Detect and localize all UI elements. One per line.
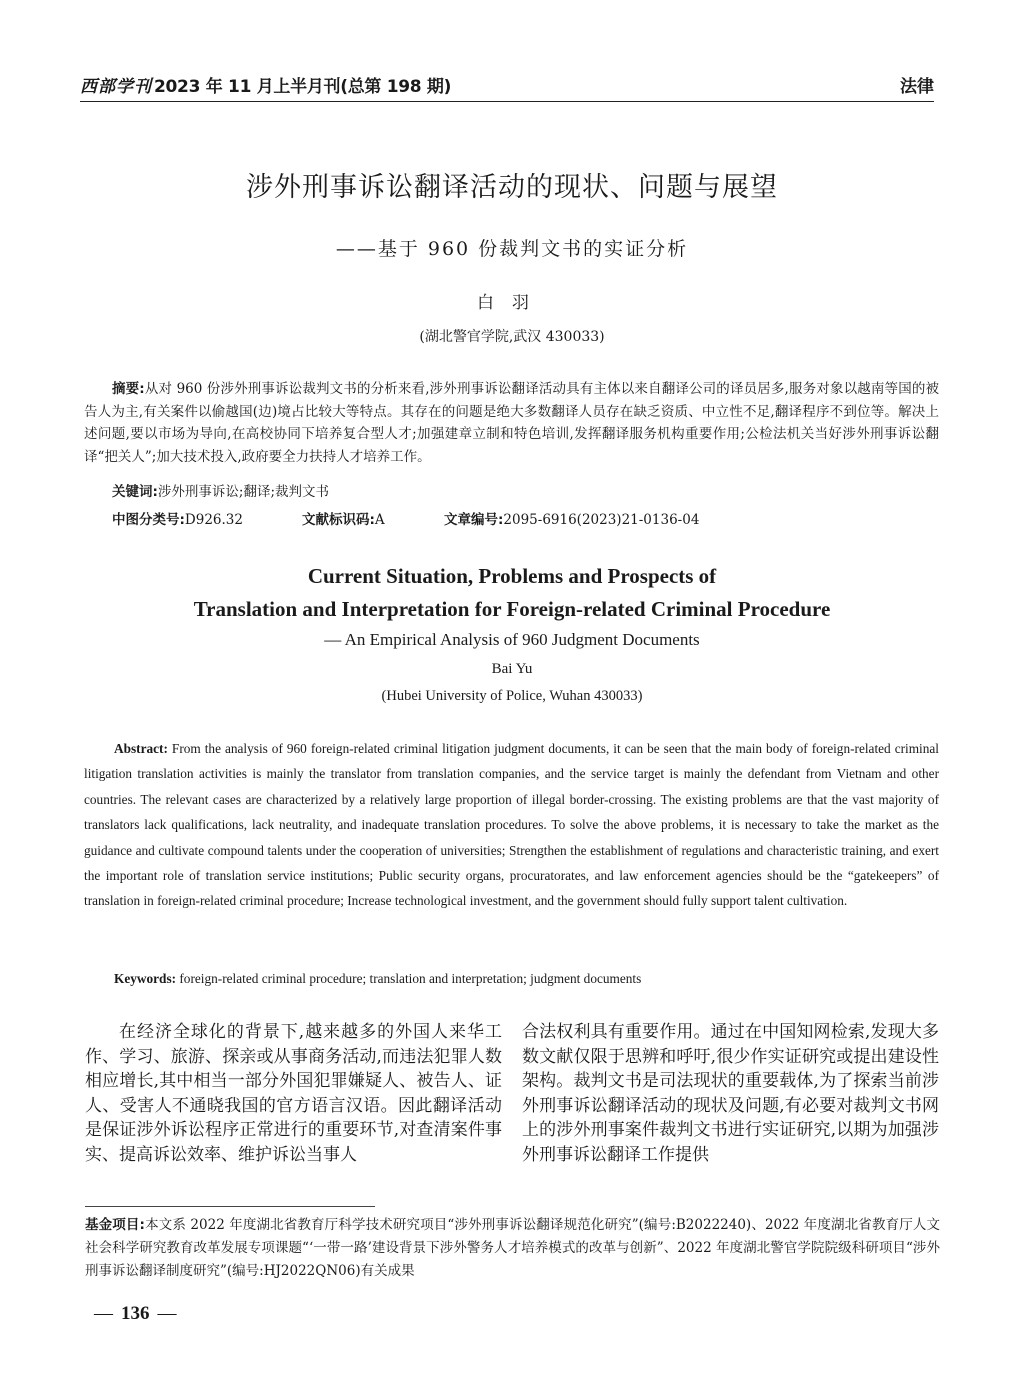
body-column-left: 在经济全球化的背景下,越来越多的外国人来华工作、学习、旅游、探亲或从事商务活动,而违法犯罪人数相应增长,其中相当一部分外国犯罪嫌疑人、被告人、证人、受害人不通晓我国的官方语言汉语。因此翻译活动是保证涉外诉讼程序正常进行的重要环节,对查清案件事实、提高诉讼效率、维护诉讼当事人 [85, 1022, 502, 1165]
english-subtitle: — An Empirical Analysis of 960 Judgment Documents [324, 630, 700, 649]
english-title-line1: Current Situation, Problems and Prospects of [307, 564, 717, 588]
page-number-footer: — 136 — [94, 1303, 177, 1324]
funding-text: 本文系 2022 年度湖北省教育厅科学技术研究项目“涉外刑事诉讼翻译规范化研究”(编号:B2022240)、2022 年度湖北省教育厅人文社会科学研究教育改革发展专项课题“‘一带一路’建设背景下涉外警务人才培养模式的改革与创新”、2022 年度湖北警官学院院级科研项目“涉外刑事诉讼翻译制度研究”(编号:HJ2022QN06)有关成果 [85, 1217, 940, 1279]
english-author: Bai Yu [491, 661, 533, 677]
article-subtitle: ——基于 960 份裁判文书的实证分析 [335, 238, 689, 260]
english-abstract-text: From the analysis of 960 foreign-related criminal litigation judgment documents, it can be seen that the main body of foreign-related criminal litigation translation activities is mainly the translator from translation companies, and the service target is mainly the defendant from Vietnam and other countries. The relevant cases are characterized by a relatively large proportion of illegal border-crossing. The existing problems are that the vast majority of translators lack qualifications, lack neutrality, and inadequate translation procedures. To solve the above problems, it is necessary to take the market as the guidance and cultivate compound talents under the cooperation of universities; Strengthen the establishment of regulations and characteristic training, and exert the important role of translation service institutions; Public security organs, procuratorates, and law enforcement agencies should be the “gatekeepers” of translation in foreign-related criminal procedure; Increase technological investment, and the government should fully support talent cultivation. [84, 741, 939, 909]
clc-value: D926.32 [184, 512, 243, 528]
english-keywords-label: Keywords: [114, 971, 177, 986]
clc-label: 中图分类号: [112, 512, 185, 528]
abstract-text: 从对 960 份涉外刑事诉讼裁判文书的分析来看,涉外刑事诉讼翻译活动具有主体以来自翻译公司的译员居多,服务对象以越南等国的被告人为主,有关案件以偷越国(边)境占比较大等特点。其存在的问题是绝大多数翻译人员存在缺乏资质、中立性不足,翻译程序不到位等。解决上述问题,要以市场为导向,在高校协同下培养复合型人才;加强建章立制和特色培训,发挥翻译服务机构重要作用;公检法机关当好涉外刑事诉讼翻译“把关人”;加大技术投入,政府要全力扶持人才培养工作。 [84, 381, 939, 465]
funding-note [85, 1214, 940, 1283]
clc-number [112, 508, 243, 528]
footnote-rule [85, 1206, 375, 1207]
affiliation: (湖北警官学院,武汉 430033) [419, 329, 605, 345]
keywords-text: 涉外刑事诉讼;翻译;裁判文书 [157, 484, 330, 500]
author: 白羽 [477, 293, 547, 313]
header-rule [80, 101, 934, 102]
english-title-line2: Translation and Interpretation for Foreign-related Criminal Procedure [193, 597, 831, 621]
english-affiliation: (Hubei University of Police, Wuhan 430033) [381, 688, 643, 704]
english-title [0, 560, 1024, 626]
english-keywords [114, 971, 641, 987]
journal-name [80, 72, 451, 97]
chinese-keywords [112, 480, 329, 500]
chinese-abstract [84, 378, 939, 468]
journal-logo: 西部学刊 [80, 77, 152, 97]
art-label: 文章编号: [444, 512, 504, 528]
doc-value: A [374, 512, 385, 528]
running-header [80, 72, 934, 98]
keywords-label: 关键词: [112, 484, 158, 500]
english-keywords-text: foreign-related criminal procedure; translation and interpretation; judgment documents [179, 971, 642, 986]
english-abstract-label: Abstract: [114, 741, 168, 756]
funding-label: 基金项目: [85, 1217, 145, 1233]
journal-issue: 2023 年 11 月上半月刊(总第 198 期) [154, 77, 452, 97]
document-code [302, 508, 385, 528]
article-number [444, 508, 699, 528]
article-title: 涉外刑事诉讼翻译活动的现状、问题与展望 [246, 172, 778, 203]
page-number: 136 [121, 1303, 150, 1324]
doc-label: 文献标识码: [302, 512, 375, 528]
english-abstract [84, 736, 939, 914]
art-value: 2095-6916(2023)21-0136-04 [503, 512, 700, 528]
abstract-label: 摘要: [112, 381, 145, 397]
section-label: 法律 [900, 77, 934, 97]
body-column-right: 合法权利具有重要作用。通过在中国知网检索,发现大多数文献仅限于思辨和呼吁,很少作实证研究或提出建设性架构。裁判文书是司法现状的重要载体,为了探索当前涉外刑事诉讼翻译活动的现状及问题,有必要对裁判文书网上的涉外刑事案件裁判文书进行实证研究,以期为加强涉外刑事诉讼翻译工作提供 [522, 1022, 939, 1165]
